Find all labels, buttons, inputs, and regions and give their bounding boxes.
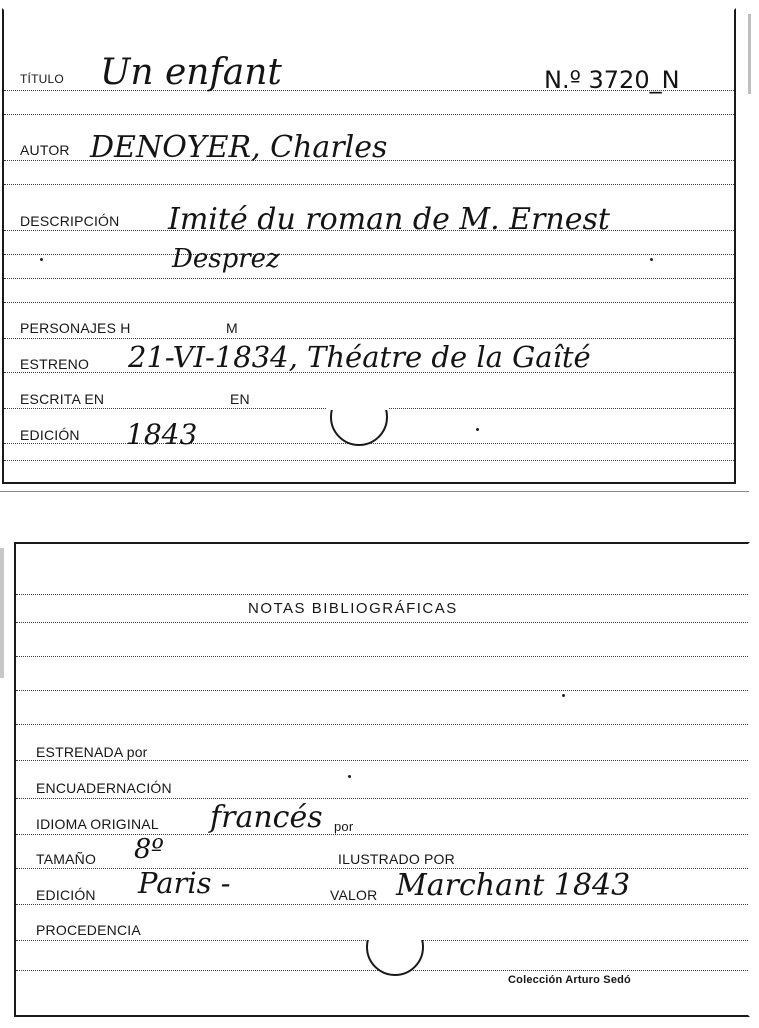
scan-noise bbox=[562, 694, 565, 697]
edicion-label: EDICIÓN bbox=[20, 427, 80, 443]
edicion2-value: Paris - bbox=[138, 866, 231, 900]
ruled-line bbox=[4, 302, 734, 303]
idioma-label: IDIOMA ORIGINAL bbox=[36, 816, 159, 832]
descripcion-line2: Desprez bbox=[172, 244, 280, 274]
ruled-line bbox=[16, 690, 748, 691]
estreno-value: 21-VI-1834, Théatre de la Gaîté bbox=[128, 340, 591, 374]
ruled-line bbox=[16, 760, 748, 761]
ruled-line bbox=[16, 724, 748, 725]
valor-label: VALOR bbox=[330, 887, 378, 903]
scan-noise bbox=[0, 548, 4, 678]
ruled-line bbox=[4, 114, 734, 115]
edicion2-label: EDICIÓN bbox=[36, 887, 96, 903]
personajes-m-label: M bbox=[226, 320, 238, 336]
procedencia-label: PROCEDENCIA bbox=[36, 922, 141, 938]
notch-mask bbox=[326, 382, 388, 410]
titulo-label: TÍTULO bbox=[20, 72, 64, 86]
idioma-por-label: por bbox=[334, 819, 354, 834]
descripcion-label: DESCRIPCIÓN bbox=[20, 213, 120, 229]
tamano-label: TAMAÑO bbox=[36, 851, 97, 867]
notch-mask bbox=[362, 912, 424, 940]
escrita-label: ESCRITA EN bbox=[20, 391, 105, 407]
ruled-line bbox=[16, 868, 748, 869]
valor-value: Marchant 1843 bbox=[396, 868, 631, 903]
ruled-line bbox=[4, 184, 734, 185]
ruled-line bbox=[4, 338, 734, 339]
escrita-en-label: EN bbox=[230, 391, 250, 407]
descripcion-line1: Imité du roman de M. Ernest bbox=[168, 202, 610, 237]
ruled-line bbox=[16, 622, 748, 623]
tamano-value: 8º bbox=[134, 834, 164, 865]
catalog-card-main bbox=[2, 8, 736, 484]
coleccion-stamp: Colección Arturo Sedó bbox=[508, 974, 631, 986]
ruled-line bbox=[16, 594, 748, 595]
scan-noise bbox=[650, 258, 653, 261]
ruled-line bbox=[4, 254, 734, 255]
ruled-line bbox=[4, 278, 734, 279]
scan-noise bbox=[748, 14, 751, 94]
scan-noise bbox=[476, 428, 479, 431]
ilustrado-label: ILUSTRADO POR bbox=[338, 851, 455, 867]
ruled-line bbox=[16, 656, 748, 657]
ruled-line bbox=[16, 834, 748, 835]
personajes-label: PERSONAJES H bbox=[20, 320, 131, 336]
autor-value: DENOYER, Charles bbox=[90, 130, 388, 165]
ruled-line bbox=[16, 904, 748, 905]
estrenada-text: por bbox=[126, 744, 148, 760]
ruled-line bbox=[16, 798, 748, 799]
ruled-line bbox=[4, 460, 734, 461]
idioma-value: francés bbox=[210, 800, 323, 835]
titulo-value: Un enfant bbox=[100, 52, 282, 93]
notas-heading: NOTAS BIBLIOGRÁFICAS bbox=[248, 600, 458, 617]
autor-label: AUTOR bbox=[20, 142, 70, 158]
encuadernacion-label: ENCUADERNACIÓN bbox=[36, 780, 172, 796]
scan-noise bbox=[348, 775, 351, 778]
edicion-value: 1843 bbox=[126, 418, 198, 451]
numero-value: N.º 3720_N bbox=[544, 66, 680, 94]
card-separator-line bbox=[0, 491, 749, 492]
scan-noise bbox=[40, 258, 43, 261]
estrenada-label: ESTRENADA por bbox=[36, 744, 148, 760]
estreno-label: ESTRENO bbox=[20, 356, 90, 372]
catalog-card-notes bbox=[14, 542, 750, 1017]
